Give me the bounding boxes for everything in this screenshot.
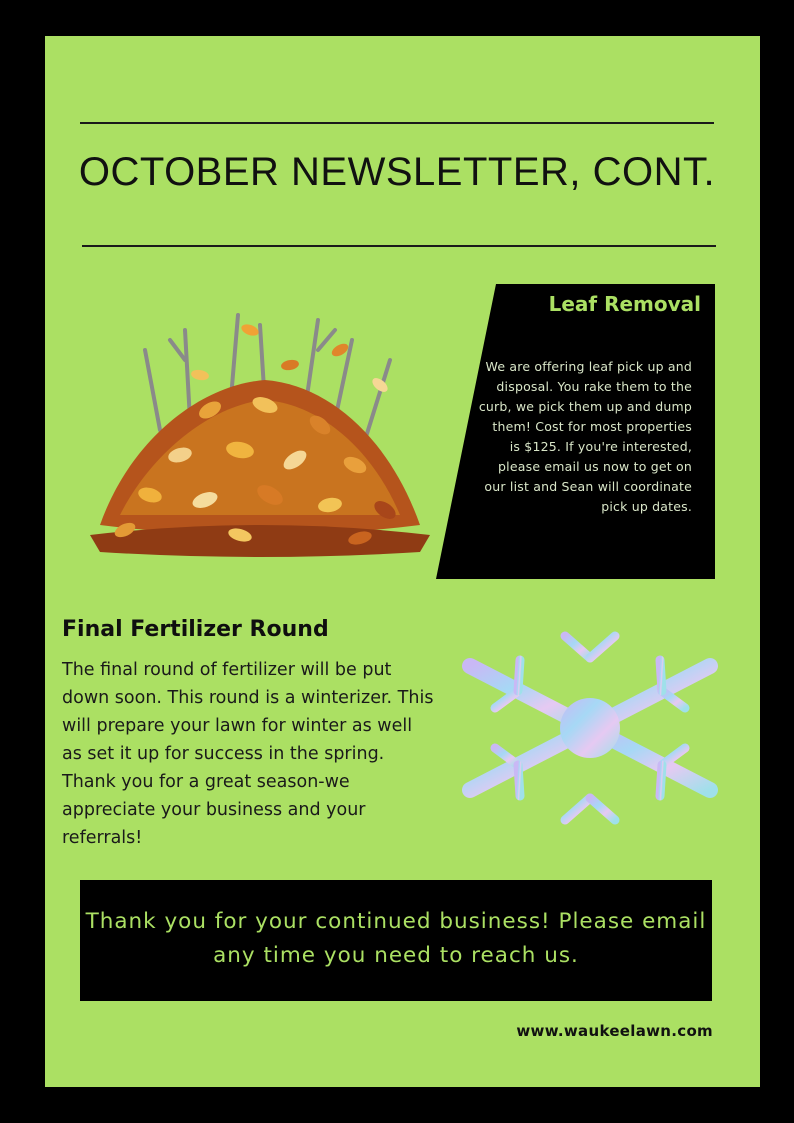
thank-you-message: Thank you for your continued business! Please email any time you need to reach us. [85, 909, 707, 968]
fertilizer-heading: Final Fertilizer Round [62, 617, 329, 642]
leaf-pile-image [90, 290, 430, 580]
leaf-removal-body: We are offering leaf pick up and disposal. You rake them to the curb, we pick them up and dump them! Cost for most properties is $125. If you're interested, please email us now to get on our list and Sean will coordinate pick up dates. [478, 359, 692, 514]
top-divider [80, 122, 714, 124]
snowflake-image [445, 600, 735, 860]
page-title: OCTOBER NEWSLETTER, CONT. [78, 150, 716, 194]
leaf-removal-heading: Leaf Removal [548, 292, 701, 316]
fertilizer-body: The final round of fertilizer will be put down soon. This round is a winterizer. This will prepare your lawn for winter as well as set it up for success in the spring. Thank you for a great season-we appreciate your business and your referrals! [62, 660, 434, 848]
bottom-divider [82, 245, 716, 247]
website-link[interactable]: www.waukeelawn.com [516, 1022, 713, 1040]
